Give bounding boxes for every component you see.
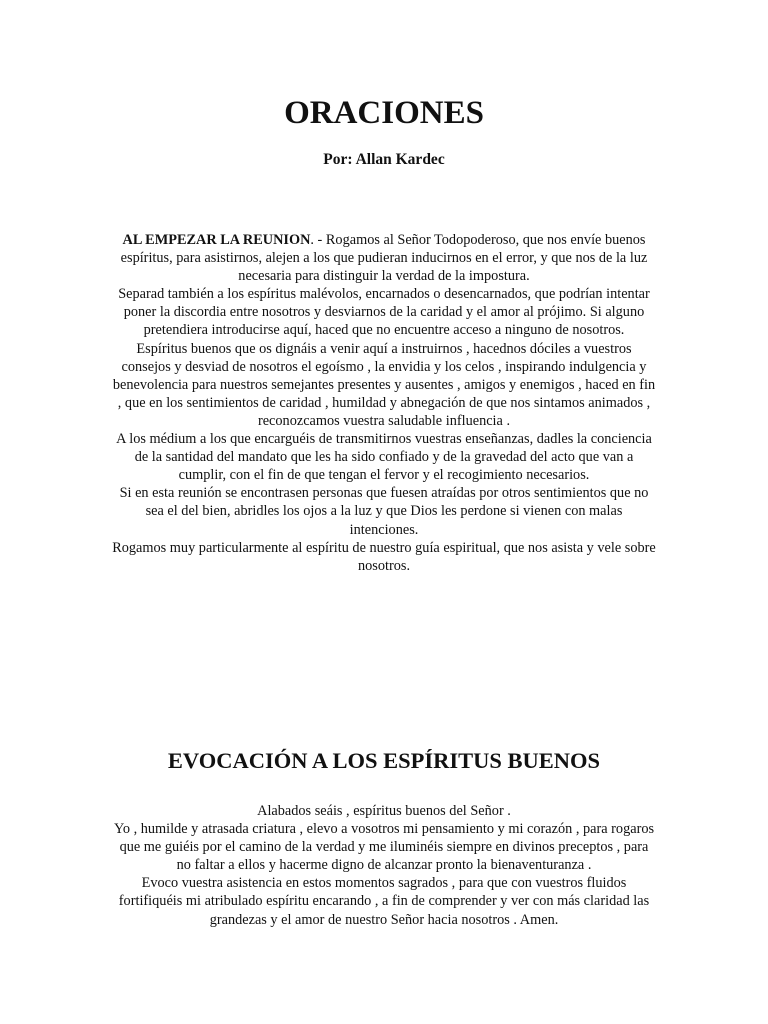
section-heading: EVOCACIÓN A LOS ESPÍRITUS BUENOS	[167, 748, 601, 773]
paragraph: Separad también a los espíritus malévolos, encarnados o desencarnados, que podrían intentar poner la discordia entre nosotros y desviarnos de la caridad y el amor al prójimo. Si alguno pretendiera introducirse aquí, haced que no encuentre acceso a ninguno de nosotros.	[118, 286, 650, 339]
paragraph: Espíritus buenos que os dignáis a venir aquí a instruirnos , hacednos dóciles a vuestros consejos y desviad de nosotros el egoísmo , la envidia y los celos , inspirando indulgencia y benevolencia para nuestros semejantes presentes y ausentes , amigos y enemigos , haced en fin , que en los sentimientos de caridad , humildad y abnegación de que nos sintamos animados , reconozcamos vuestra saludable influencia .	[112, 340, 656, 429]
paragraph: Evoco vuestra asistencia en estos momentos sagrados , para que con vuestros fluidos fortifiquéis mi atribulado espíritu encarando , a fin de comprender y ver con más claridad las grandezas y el amor de nuestro Señor hacia nosotros . Amen.	[118, 875, 650, 928]
lead-heading: AL EMPEZAR LA REUNION	[122, 232, 311, 248]
paragraph: Yo , humilde y atrasada criatura , elevo a vosotros mi pensamiento y mi corazón , para rogaros que me guiéis por el camino de la verdad y me iluminéis siempre en divinos preceptos , para no faltar a ellos y hacerme digno de alcanzar pronto la bienaventuranza .	[113, 821, 655, 874]
author-line: Por: Allan Kardec	[323, 151, 445, 168]
paragraph: Si en esta reunión se encontrasen personas que fuesen atraídas por otros sentimientos que no sea el del bien, abridles los ojos a la luz y que Dios les perdone si vienen con malas intenciones.	[119, 485, 649, 538]
paragraph: A los médium a los que encarguéis de transmitirnos vuestras enseñanzas, dadles la conciencia de la santidad del mandato que les ha sido confiado y de la gravedad del acto que van a cumplir, con el fin de que tengan el fervor y el recogimiento necesarios.	[116, 431, 652, 484]
lead-paragraph	[112, 231, 656, 285]
document-title: ORACIONES	[284, 95, 484, 131]
prayer-section-opening	[112, 231, 656, 575]
prayer-section-evocation	[112, 802, 656, 929]
paragraph: Rogamos muy particularmente al espíritu de nuestro guía espiritual, que nos asista y vele sobre nosotros.	[112, 539, 656, 574]
paragraph: Alabados seáis , espíritus buenos del Señor .	[257, 803, 511, 819]
lead-text: . - Rogamos al Señor Todopoderoso, que nos envíe buenos espíritus, para asistirnos, alejen a los que pudieran inducirnos en el error, y que nos de la luz necesaria para distinguir la verdad de la impostura.	[120, 232, 648, 285]
